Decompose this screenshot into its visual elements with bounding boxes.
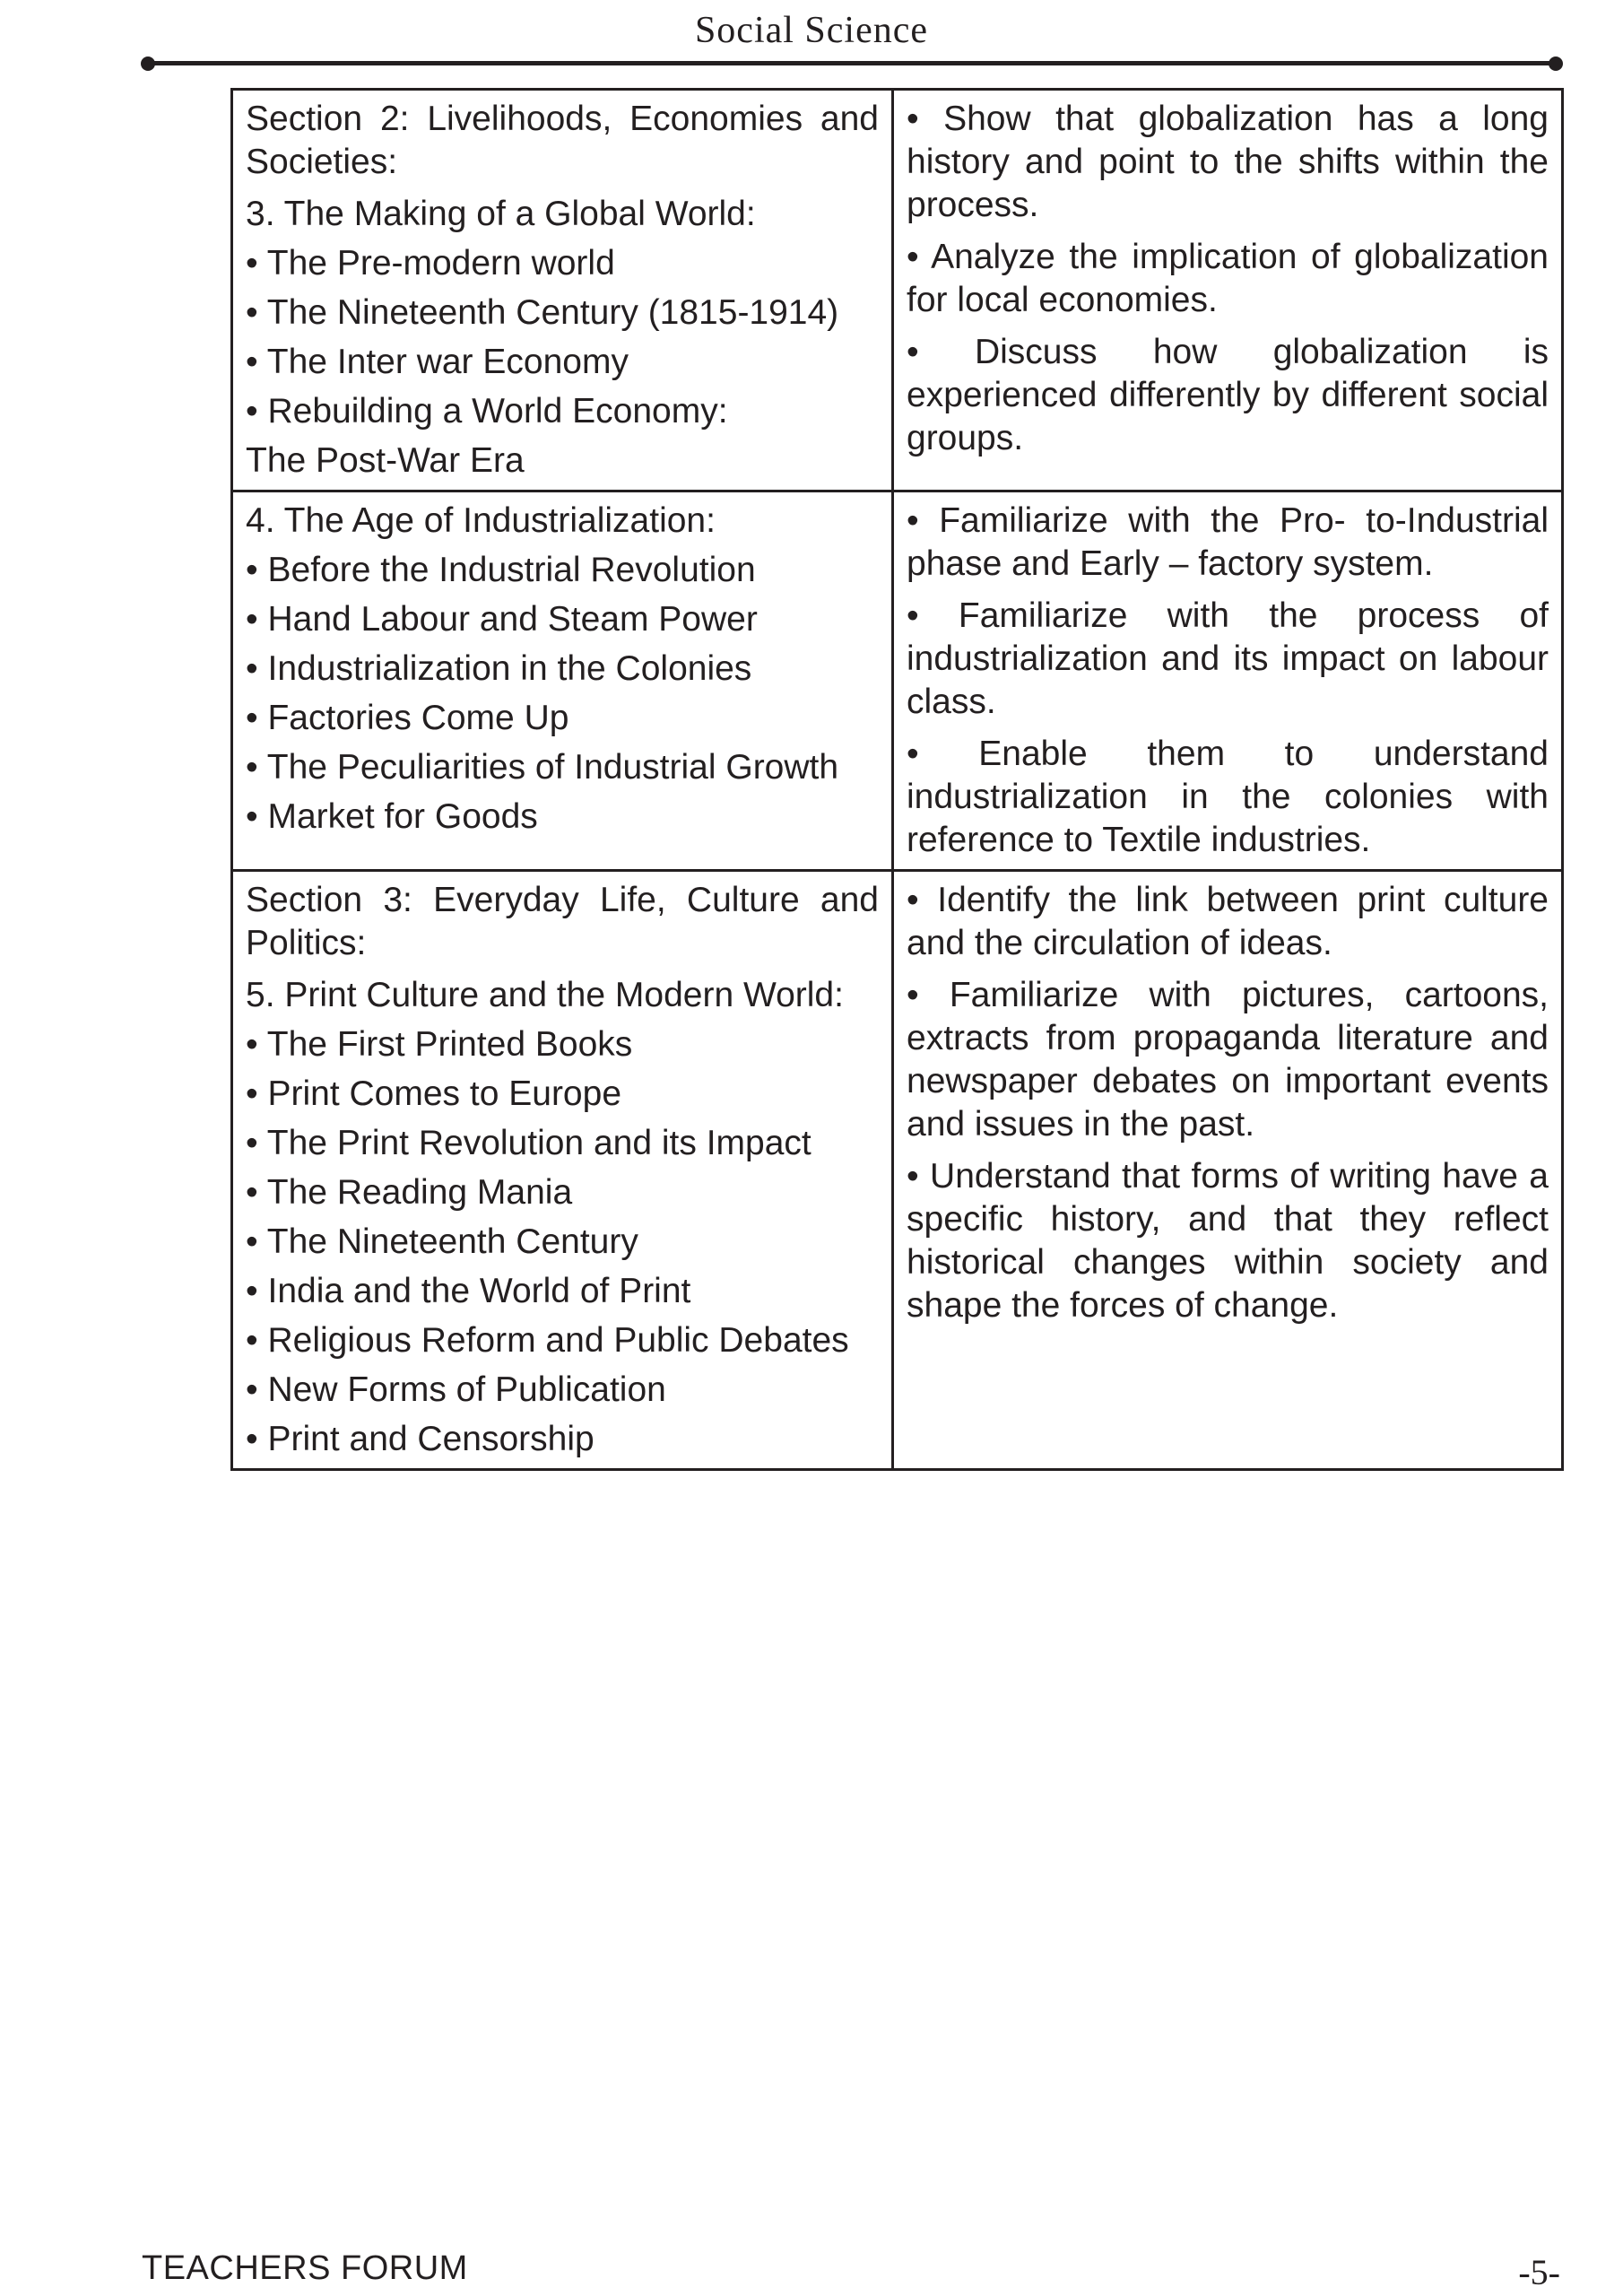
topic-item: • The First Printed Books	[246, 1025, 633, 1064]
chapter-heading: 5. Print Culture and the Modern World:	[246, 976, 844, 1014]
objective-item: • Familiarize with the process of industrialization and its impact on labour class.	[907, 596, 1549, 721]
table-row	[232, 871, 1563, 1470]
topic-item: • Print and Censorship	[246, 1420, 595, 1458]
objectives-cell	[893, 90, 1563, 491]
objectives-cell	[893, 491, 1563, 871]
topic-item: • The Reading Mania	[246, 1173, 573, 1212]
topic-item: • The Print Revolution and its Impact	[246, 1124, 812, 1162]
topic-item: • Factories Come Up	[246, 699, 569, 737]
topic-item: • The Nineteenth Century (1815-1914)	[246, 293, 839, 332]
objective-item: • Familiarize with the Pro- to-Industrial phase and Early – factory system.	[907, 501, 1549, 583]
objectives-cell	[893, 871, 1563, 1470]
objective-item: • Familiarize with pictures, cartoons, extracts from propaganda literature and newspaper debates on important events and issues in the past.	[907, 976, 1549, 1144]
objective-item: • Discuss how globalization is experienced differently by different social groups.	[907, 333, 1549, 457]
topic-item: • Before the Industrial Revolution	[246, 551, 756, 589]
topic-item: • Religious Reform and Public Debates	[246, 1321, 849, 1360]
header-rule	[148, 61, 1556, 65]
table-row	[232, 90, 1563, 491]
topic-item: • The Inter war Economy	[246, 343, 629, 381]
topic-item: • Market for Goods	[246, 797, 538, 836]
section-heading: Section 2: Livelihoods, Economies and Societies:	[246, 100, 879, 181]
objective-item: • Understand that forms of writing have a specific history, and that they reflect historical changes within society and shape the forces of change.	[907, 1157, 1549, 1325]
page-header-title: Social Science	[694, 10, 929, 51]
objective-item: • Identify the link between print culture and the circulation of ideas.	[907, 881, 1549, 962]
topics-cell	[232, 871, 893, 1470]
topic-item: • The Peculiarities of Industrial Growth	[246, 748, 839, 787]
topic-item: • The Nineteenth Century	[246, 1222, 638, 1261]
chapter-heading: 4. The Age of Industrialization:	[246, 501, 716, 540]
syllabus-table	[230, 88, 1564, 1471]
objective-item: • Analyze the implication of globalization for local economies.	[907, 238, 1549, 319]
footer-publication: TEACHERS FORUM	[142, 2249, 468, 2287]
topic-item: • India and the World of Print	[246, 1272, 691, 1310]
topic-item: • The Pre-modern world	[246, 244, 615, 283]
topic-item: • Hand Labour and Steam Power	[246, 600, 758, 639]
header-rule-left-dot	[141, 57, 155, 71]
objective-item: • Show that globalization has a long history and point to the shifts within the process.	[907, 100, 1549, 224]
topic-item: • Rebuilding a World Economy:	[246, 392, 728, 430]
objective-item: • Enable them to understand industrialization in the colonies with reference to Textile industries.	[907, 735, 1549, 859]
table-row	[232, 491, 1563, 871]
topic-item: • Print Comes to Europe	[246, 1074, 622, 1113]
topics-cell	[232, 90, 893, 491]
topic-item: • New Forms of Publication	[246, 1370, 666, 1409]
chapter-heading: 3. The Making of a Global World:	[246, 195, 756, 233]
header-rule-right-dot	[1549, 57, 1563, 71]
topic-item: The Post-War Era	[246, 441, 525, 480]
topics-cell	[232, 491, 893, 871]
page-number: -5-	[1518, 2252, 1560, 2292]
topic-item: • Industrialization in the Colonies	[246, 649, 752, 688]
section-heading: Section 3: Everyday Life, Culture and Politics:	[246, 881, 879, 962]
